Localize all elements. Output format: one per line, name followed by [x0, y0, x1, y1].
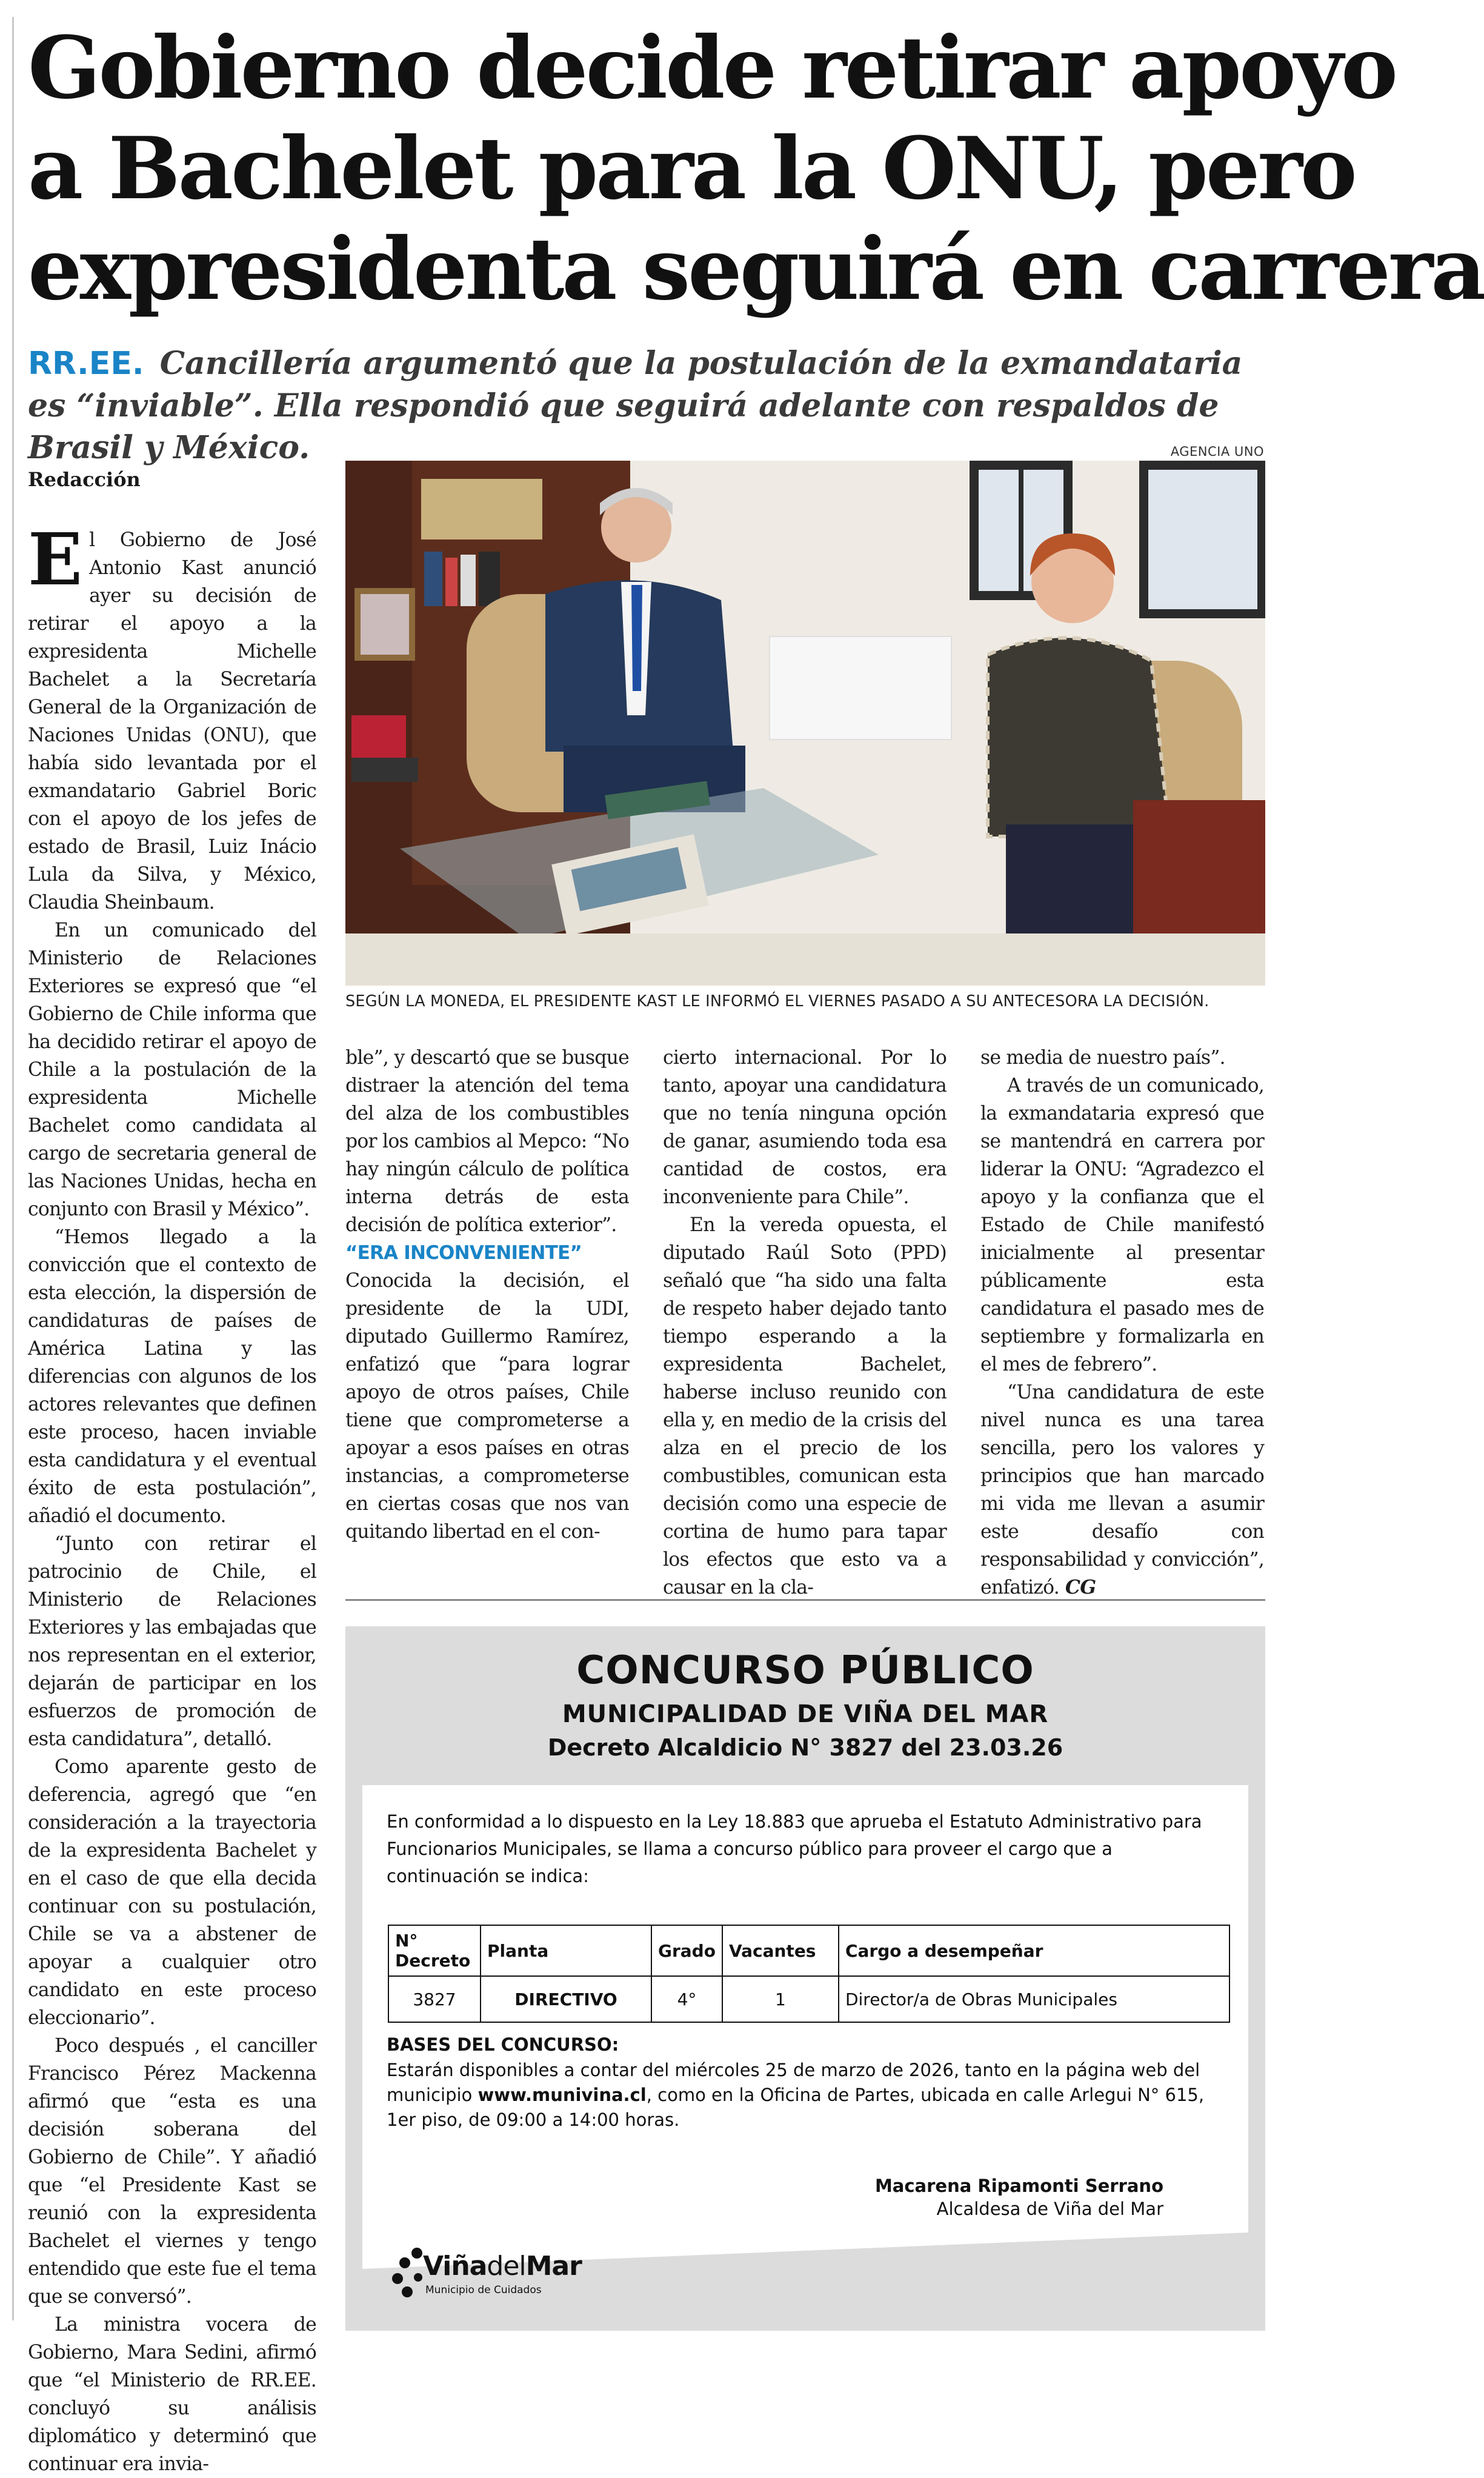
- ad-bases-title: BASES DEL CONCURSO:: [387, 2034, 619, 2055]
- headline-line-1: Gobierno decide retirar apoyo: [28, 18, 1396, 118]
- page-edge-rule: [12, 17, 14, 2320]
- headline-line-3: expresidenta seguirá en carrera: [28, 219, 1484, 319]
- drop-cap: E: [28, 517, 82, 601]
- table-cell: DIRECTIVO: [481, 1976, 651, 2022]
- signatory-role: Alcaldesa de Viña del Mar: [936, 2199, 1163, 2219]
- subheading: “ERA INCONVENIENTE”: [345, 1242, 582, 1264]
- ad-title: CONCURSO PÚBLICO: [576, 1648, 1034, 1693]
- ad-decree: Decreto Alcaldicio N° 3827 del 23.03.26: [547, 1734, 1063, 1761]
- article-column-2: [345, 1044, 629, 1546]
- paragraph: cierto internacional. Por lo tanto, apoyar una candidatura que no tenía ninguna opción de ganar, asumiendo toda esa cantidad de costos, era inconveniente para Chile”.: [663, 1047, 947, 1208]
- column-header: Cargo a desempeñar: [839, 1925, 1229, 1976]
- table-row: [388, 1976, 1229, 2022]
- table-header-row: [388, 1925, 1229, 1976]
- article-column-3: [663, 1044, 947, 1601]
- ad-intro: En conformidad a lo dispuesto en la Ley 18.883 que aprueba el Estatuto Administrativo para Funcionarios Municipales, se llama a concurso público para proveer el cargo que a continuación se indica:: [387, 1811, 1202, 1886]
- table-cell: 4°: [651, 1976, 722, 2022]
- section-divider: [345, 1599, 1265, 1601]
- table-cell: 3827: [388, 1976, 481, 2022]
- photo-illustration: [345, 461, 1265, 986]
- column-header: N° Decreto: [388, 1925, 481, 1976]
- column-header: Grado: [651, 1925, 722, 1976]
- end-mark: CG: [1065, 1576, 1096, 1598]
- signatory-name: Macarena Ripamonti Serrano: [874, 2176, 1163, 2196]
- table-cell: Director/a de Obras Municipales: [839, 1976, 1229, 2022]
- paragraph: La ministra vocera de Gobierno, Mara Sedini, afirmó que “el Ministerio de RR.EE. concluyó su análisis diplomático y determinó que continuar era invia-: [28, 2314, 316, 2475]
- paragraph: “Junto con retirar el patrocinio de Chile, el Ministerio de Relaciones Exteriores y las embajadas que nos representan en el exterior, dejarán de participar en los esfuerzos de promoción de esta candidatura”, detalló.: [28, 1533, 316, 1750]
- ad-bases-text: Estarán disponibles a contar del miércoles 25 de marzo de 2026, tanto en la página web del municipio www.munivina.cl, como en la Oficina de Partes, ubicada en calle Arlegui N° 615, 1er piso, de 09:00 a 14:00 horas.: [387, 2060, 1205, 2130]
- article-column-1: [28, 517, 316, 2478]
- paragraph: se media de nuestro país”.: [980, 1047, 1225, 1069]
- paragraph: “Hemos llegado a la convicción que el contexto de esta elección, la dispersión de candidaturas de países de América Latina y las diferencias con algunos de los actores relevantes que definen este proceso, hacen inviable esta candidatura y el eventual éxito de esta postulación”, añadió el documento.: [28, 1226, 316, 1527]
- deck: [28, 342, 1282, 469]
- deck-text: Cancillería argumentó que la postulación de la exmandataria es “inviable”. Ella respondió que seguirá adelante con respaldos de Brasil y México.: [28, 345, 1243, 466]
- logo-wordmark: ViñadelMar: [423, 2251, 582, 2282]
- section-tag: RR.EE.: [28, 346, 144, 382]
- paragraph: En un comunicado del Ministerio de Relaciones Exteriores se expresó que “el Gobierno de Chile informa que ha decidido retirar el apoyo de Chile a la postulación de la expresidenta Michelle Bachelet como candidata al cargo de secretaria general de las Naciones Unidas, hecha en conjunto con Brasil y México”.: [28, 920, 316, 1220]
- paragraph: “Una candidatura de este nivel nunca es una tarea sencilla, pero los valores y principios que han marcado mi vida me llevan a asumir este desafío con responsabilidad y convicción”, enfatizó. CG: [980, 1381, 1264, 1598]
- ad-municipality: MUNICIPALIDAD DE VIÑA DEL MAR: [562, 1700, 1049, 1728]
- logo-tagline: Municipio de Cuidados: [425, 2284, 542, 2296]
- paragraph: A través de un comunicado, la exmandataria expresó que se mantendrá en carrera por liderar la ONU: “Agradezco el apoyo y la confianza que el Estado de Chile manifestó inicialmente al presentar públicamente esta candidatura el pasado mes de septiembre y formalizarla en el mes de febrero”.: [980, 1075, 1264, 1375]
- byline: Redacción: [28, 468, 141, 491]
- table-cell: 1: [722, 1976, 839, 2022]
- photo-credit: AGENCIA UNO: [1170, 444, 1264, 459]
- headline: [28, 18, 1484, 320]
- paragraph: Conocida la decisión, el presidente de la UDI, diputado Guillermo Ramírez, enfatizó que “para lograr apoyo de otros países, Chile tiene que comprometerse a apoyar a esos países en otras instancias, a comprometerse en ciertas cosas que nos van quitando libertad en el con-: [345, 1270, 629, 1543]
- public-notice-ad: [345, 1626, 1265, 2331]
- radiator: [770, 636, 951, 740]
- headline-line-2: a Bachelet para la ONU, pero: [28, 119, 1355, 219]
- article-photo: [345, 461, 1265, 986]
- column-header: Vacantes: [722, 1925, 839, 1976]
- photo-caption: SEGÚN LA MONEDA, EL PRESIDENTE KAST LE INFORMÓ EL VIERNES PASADO A SU ANTECESORA LA DECISIÓN.: [345, 992, 1209, 1010]
- municipal-website-link[interactable]: www.munivina.cl: [477, 2085, 647, 2105]
- paragraph: Poco después , el canciller Francisco Pérez Mackenna afirmó que “esta es una decisión soberana del Gobierno de Chile”. Y añadió que “el Presidente Kast se reunió con la expresidenta Bachelet el viernes y tengo entendido que este fue el tema que se conversó”.: [28, 2035, 316, 2308]
- column-header: Planta: [481, 1925, 651, 1976]
- vacancy-table: [388, 1925, 1230, 2023]
- paragraph: Como aparente gesto de deferencia, agregó que “en consideración a la trayectoria de la expresidenta Bachelet y en el caso de que ella decida continuar con su postulación, Chile se va a abstener de apoyar a cualquier otro candidato en este proceso eleccionario”.: [28, 1756, 316, 2029]
- paragraph: El Gobierno de José Antonio Kast anunció ayer su decisión de retirar el apoyo a la expresidenta Michelle Bachelet a la Secretaría General de la Organización de Naciones Unidas (ONU), que había sido levantada por el exmandatario Gabriel Boric con el apoyo de los jefes de estado de Brasil, Luiz Inácio Lula da Silva, y México, Claudia Sheinbaum.: [28, 517, 316, 913]
- paragraph: ble”, y descartó que se busque distraer la atención del tema del alza de los combustibles por los cambios al Mepco: “No hay ningún cálculo de política interna detrás de esta decisión de política exterior”.: [345, 1047, 629, 1236]
- paragraph: En la vereda opuesta, el diputado Raúl Soto (PPD) señaló que “ha sido una falta de respeto haber dejado tanto tiempo esperando a la expresidenta Bachelet, haberse incluso reunido con ella y, en medio de la crisis del alza en el precio de los combustibles, comunican esta decisión como una especie de cortina de humo para tapar los efectos que esto va a causar en la cla-: [663, 1214, 947, 1598]
- article-column-4: [980, 1044, 1264, 1601]
